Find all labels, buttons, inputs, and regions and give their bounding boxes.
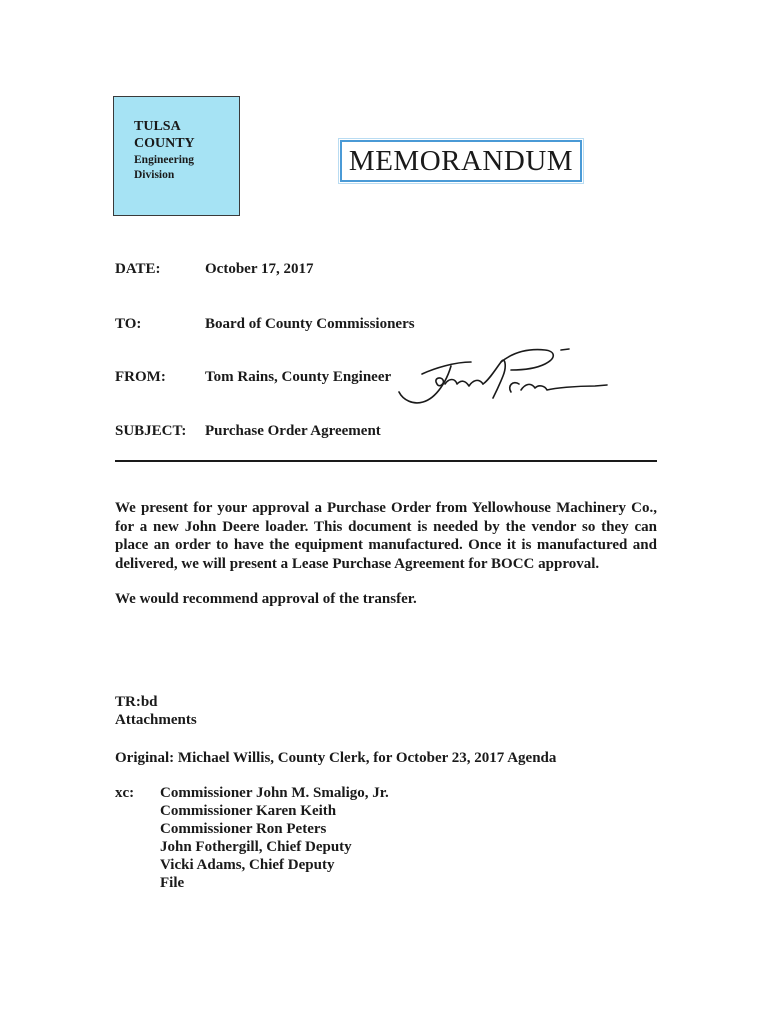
initials: TR:bd [115,694,158,710]
original-distribution: Original: Michael Willis, County Clerk, for October 23, 2017 Agenda [115,750,557,766]
xc-recipient: Commissioner Ron Peters [160,821,327,837]
from-value: Tom Rains, County Engineer [205,369,392,385]
to-label: TO: [115,316,142,332]
logo-line-county: COUNTY [134,136,195,151]
logo-line-division: Division [134,169,175,181]
subject-value: Purchase Order Agreement [205,423,381,439]
xc-recipient: Commissioner John M. Smaligo, Jr. [160,785,389,801]
xc-recipient: John Fothergill, Chief Deputy [160,839,352,855]
memorandum-title: MEMORANDUM [340,140,582,182]
handwritten-signature [385,340,610,410]
subject-label: SUBJECT: [115,423,187,439]
body-paragraph-1: We present for your approval a Purchase Order from Yellowhouse Machinery Co., for a new John Deere loader. This document is needed by the vendor so they can place an order to have the equipment manufactured. Once it is manufactured and delivered, we will present a Lease Purchase Agreement for BOCC approval. [115,500,657,572]
to-value: Board of County Commissioners [205,316,415,332]
date-label: DATE: [115,261,161,277]
xc-recipient: Commissioner Karen Keith [160,803,337,819]
body-paragraph-2: We would recommend approval of the transfer. [115,591,417,607]
logo-line-tulsa: TULSA [134,119,181,134]
attachments-label: Attachments [115,712,197,728]
tulsa-county-logo-box [113,96,240,216]
xc-recipient: Vicki Adams, Chief Deputy [160,857,335,873]
date-value: October 17, 2017 [205,261,314,277]
xc-recipient: File [160,875,185,891]
xc-label: xc: [115,785,135,801]
from-label: FROM: [115,369,166,385]
logo-line-engineering: Engineering [134,154,195,166]
header-divider [115,460,657,462]
